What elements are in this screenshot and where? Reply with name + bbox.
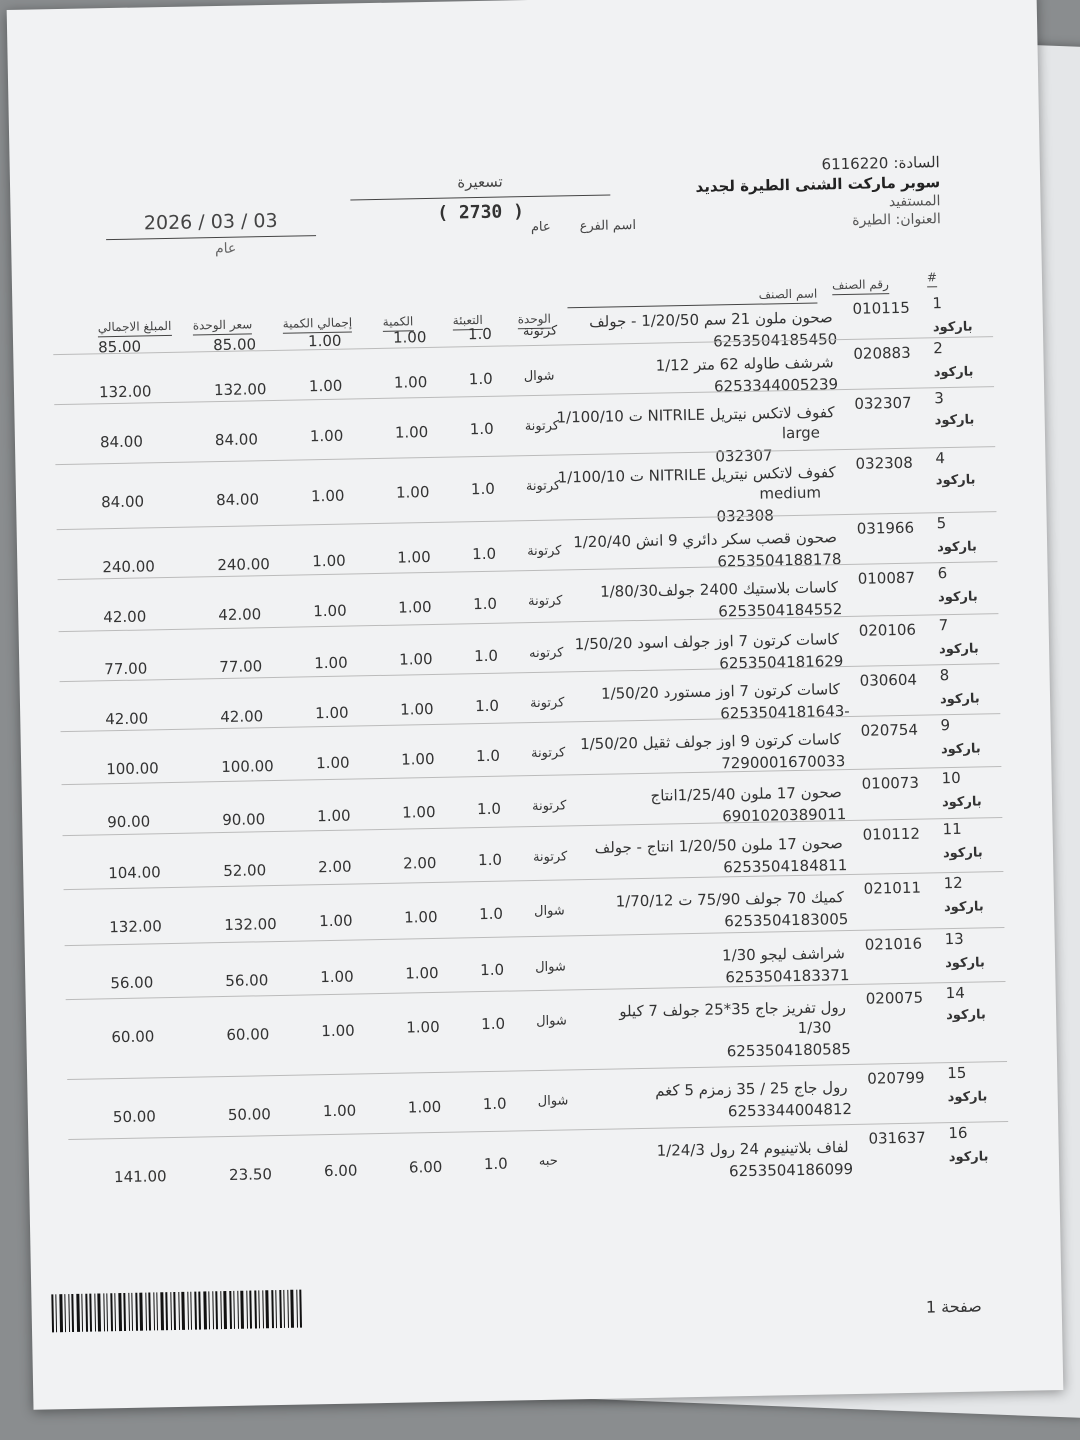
item-quantity: 1.00 [400,749,435,769]
beneficiary-label: المستفيد [888,193,941,211]
item-unit-price: 240.00 [217,555,271,575]
item-code: 032308 [855,453,913,473]
item-total-amount: 90.00 [107,812,151,832]
item-unit: شوال [534,959,566,976]
item-name: كاسات بلاستيك 2400 جولف1/80/30 [599,578,839,601]
date-sub: عام [214,240,237,258]
item-total-amount: 132.00 [109,917,162,937]
barcode-label: باركود [943,899,984,916]
barcode-label: باركود [941,794,982,811]
customer-name: سوبر ماركت الشنى الطيرة لجديد [695,173,941,196]
item-quantity: 6.00 [408,1157,443,1177]
item-quantity: 1.00 [399,699,434,719]
item-name-line2: large [781,423,821,443]
item-code: 020075 [865,988,924,1008]
item-quantity: 1.00 [394,423,429,442]
barcode-label: باركود [948,1149,989,1166]
invoice-sheet [7,0,1064,1410]
item-quantity: 1.00 [401,802,436,822]
item-barcode: 6253504186099 [728,1159,854,1181]
item-name: كفوف لاتكس نيتريل NITRILE ت 1/100/10 [556,403,835,427]
item-code: 021016 [864,934,923,954]
col-item-name: اسم الصنف [567,287,817,309]
item-quantity: 1.00 [393,373,428,392]
item-packing: 1.0 [472,594,498,614]
col-unit-price: سعر الوحدة [193,317,253,335]
row-index: 6 [937,564,948,583]
document-title-block [350,170,611,225]
item-packing: 1.0 [470,479,495,499]
item-barcode: 6253504188178 [717,550,842,571]
item-barcode: 6253504181643- [720,701,850,723]
item-code: 031966 [856,518,915,538]
item-total-quantity: 1.00 [320,967,354,987]
item-unit-price: 52.00 [223,861,267,881]
item-total-quantity: 6.00 [323,1161,358,1181]
date-block [106,209,317,259]
item-unit: كرتونة [522,323,558,340]
page-number: صفحة 1 [925,1296,982,1317]
row-index: 4 [935,449,946,468]
item-barcode: 6253504183371 [725,966,850,987]
item-total-amount: 141.00 [113,1167,167,1187]
item-quantity: 1.00 [392,328,427,347]
branch-block [531,218,636,235]
item-unit-price: 42.00 [218,605,262,625]
item-barcode: 7290001670033 [721,752,846,773]
item-packing: 1.0 [480,960,505,980]
barcode-label: باركود [932,319,973,336]
row-index: 5 [936,514,947,533]
item-name-line2: medium [759,483,822,503]
barcode-label: باركود [937,539,977,556]
item-total-amount: 104.00 [108,863,161,883]
document-number: ( 2730 ) [437,201,525,224]
item-packing: 1.0 [475,746,501,766]
item-total-quantity: 1.00 [315,703,349,723]
item-name: صحون قصب سكر دائري 9 انش 1/20/40 [573,528,838,552]
item-unit: شوال [537,1093,569,1110]
item-unit: شوال [523,368,555,385]
item-barcode: 6253504183005 [724,910,849,931]
item-name: كاسات كرتون 7 اوز مستورد 1/50/20 [600,680,841,703]
col-quantity: الكمية [383,314,414,332]
item-quantity: 1.00 [398,597,432,617]
item-unit: كرتونة [524,418,560,435]
row-index: 14 [945,983,965,1003]
item-code: 020754 [860,720,919,740]
item-quantity: 1.00 [405,963,439,983]
item-packing: 1.0 [482,1094,507,1114]
item-packing: 1.0 [469,419,494,439]
row-index: 15 [947,1063,967,1083]
item-packing: 1.0 [476,799,502,819]
item-unit: شوال [536,1013,567,1030]
item-unit-price: 56.00 [225,971,269,990]
barcode-label: باركود [934,412,975,429]
item-unit-price: 132.00 [213,380,267,400]
item-name: شراشف ليجو 1/30 [721,944,846,965]
item-code: 031637 [868,1128,926,1148]
item-packing: 1.0 [474,696,500,716]
item-total-amount: 50.00 [112,1107,157,1127]
item-unit-price: 85.00 [212,335,257,355]
item-unit-price: 100.00 [221,757,274,777]
item-code: 030604 [859,670,918,690]
item-barcode: 6253344004812 [727,1099,853,1121]
item-quantity: 1.00 [397,547,431,567]
item-unit: كرتونة [530,745,566,762]
item-unit: كرتونة [532,849,568,866]
item-unit: حبه [538,1153,558,1170]
item-barcode: 6253504181629 [719,652,844,673]
branch-label: اسم الفرع [579,217,637,235]
item-code: 010112 [862,824,921,844]
item-unit-price: 84.00 [215,490,260,510]
item-name: صحون 17 ملون 1/25/40انتاج [650,783,842,805]
col-total-amount: المبلغ الاجمالي [98,319,172,337]
item-packing: 1.0 [483,1154,508,1174]
sada-label: السادة: [893,153,940,173]
barcode-label: باركود [945,1007,986,1024]
item-total-amount: 77.00 [104,659,148,679]
item-quantity: 1.00 [403,907,438,927]
col-unit: الوحدة [518,312,552,330]
item-barcode: 032308 [716,506,774,526]
item-total-amount: 56.00 [110,973,154,993]
item-total-amount: 42.00 [103,607,147,627]
item-unit: كرتونة [531,798,567,815]
item-unit: كرتونة [527,543,562,560]
barcode-label: باركود [933,364,974,381]
row-index: 8 [939,666,950,685]
customer-code: 6116220 [821,154,889,174]
item-unit-price: 90.00 [222,810,266,830]
customer-block [695,152,941,232]
item-total-quantity: 1.00 [317,806,351,826]
item-unit: كرتونة [525,478,561,495]
item-total-quantity: 1.00 [307,331,342,351]
item-total-quantity: 2.00 [317,857,352,877]
item-total-quantity: 1.00 [308,376,343,396]
item-quantity: 1.00 [399,649,433,669]
item-total-quantity: 1.00 [314,653,348,673]
item-total-amount: 85.00 [97,337,142,357]
item-name: كاسات كرتون 7 اوز جولف اسود 1/50/20 [574,630,840,654]
item-unit-price: 23.50 [228,1165,273,1184]
item-total-quantity: 1.00 [313,601,347,621]
item-total-quantity: 1.00 [322,1101,357,1121]
col-item-code: رقم الصنف [832,277,889,295]
row-index: 3 [934,389,944,408]
item-name: رول جاج 25 / 35 زمزم 5 كغم [655,1078,848,1100]
item-name-line2: 1/30 [797,1018,832,1038]
item-packing: 1.0 [477,850,503,870]
barcode-label: باركود [939,691,980,708]
row-index: 10 [941,768,961,788]
item-unit-price: 77.00 [219,657,263,677]
row-index: 9 [940,716,951,735]
item-name: كاسات كرتون 9 اوز جولف ثقيل 1/50/20 [579,730,841,754]
item-code: 021011 [863,878,922,898]
document-date: 2026 / 03 / 03 [143,209,278,235]
item-code: 010115 [852,298,910,318]
item-unit-price: 60.00 [226,1025,270,1044]
item-unit-price: 50.00 [227,1105,272,1124]
item-total-amount: 132.00 [98,382,152,402]
barcode-label: باركود [940,741,981,758]
item-total-amount: 240.00 [102,557,156,577]
row-index: 12 [943,873,963,893]
item-packing: 1.0 [468,369,493,389]
item-total-quantity: 1.00 [310,486,345,506]
item-total-amount: 60.00 [111,1027,155,1047]
address-label: العنوان: [895,211,941,228]
item-code: 020799 [867,1068,925,1088]
row-index: 16 [948,1123,968,1143]
col-packing: التعبئة [453,313,483,331]
barcode-label: باركود [935,472,976,489]
item-barcode: 6253504184552 [718,600,843,621]
item-total-quantity: 1.00 [319,911,353,931]
barcode-label: باركود [942,845,983,862]
barcode-label: باركود [937,589,978,606]
item-total-quantity: 1.00 [312,551,346,571]
item-barcode: 6253504180585 [726,1040,852,1061]
address-value: الطيرة [852,212,892,229]
item-packing: 1.0 [467,324,492,344]
item-packing: 1.0 [478,904,504,924]
item-quantity: 1.00 [395,482,430,502]
item-total-amount: 84.00 [99,432,144,452]
barcode-label: باركود [947,1089,988,1106]
item-code: 020106 [858,620,917,640]
item-unit: كرتونة [529,695,565,712]
item-name: رول تفريز جاج 35*25 جولف 7 كيلو [619,998,847,1021]
barcode-label: باركود [944,955,985,972]
item-packing: 1.0 [481,1014,506,1034]
item-unit: كرتونة [527,593,563,610]
barcode-label: باركود [938,641,979,658]
document-title: تسعيرة [457,172,503,192]
item-barcode: 032307 [715,446,773,466]
item-unit: شوال [533,903,565,920]
col-index: # [927,270,937,287]
item-name: شرشف طاوله 62 متر 1/12 [655,353,834,375]
row-index: 11 [942,819,962,839]
item-barcode: 6253504185450 [712,330,838,351]
item-unit-price: 132.00 [224,915,277,935]
item-total-amount: 100.00 [106,759,159,779]
item-barcode: 6253504184811 [723,856,848,877]
item-total-amount: 42.00 [105,709,149,729]
item-packing: 1.0 [473,646,499,666]
item-name: لفاف بلاتينيوم 24 رول 1/24/3 [656,1138,849,1160]
item-unit-price: 42.00 [220,707,264,727]
item-name: كميك 70 جولف 75/90 ت 1/70/12 [615,888,845,911]
col-total-quantity: إجمالي الكمية [283,315,353,333]
item-total-quantity: 1.00 [309,426,344,446]
item-quantity: 1.00 [406,1017,440,1037]
item-code: 020883 [853,343,911,363]
item-quantity: 2.00 [402,853,437,873]
item-unit: كرتونه [528,645,564,662]
item-name: صحون 17 ملون 1/20/50 انتاج - جولف [594,834,843,857]
item-barcode: 6901020389011 [722,805,847,826]
item-name: كفوف لاتكس نيتريل NITRILE ت 1/100/10 [557,463,836,487]
item-barcode: 6253344005239 [713,375,839,396]
item-name: صحون ملون 21 سم 1/20/50 - جولف [588,308,833,331]
item-code: 010073 [861,773,920,793]
item-unit-price: 84.00 [214,430,259,450]
item-code: 032307 [854,393,912,413]
item-total-amount: 84.00 [100,492,145,512]
item-code: 010087 [857,568,916,588]
item-packing: 1.0 [472,544,497,564]
row-index: 2 [933,339,944,358]
item-total-quantity: 1.00 [316,753,350,773]
row-index: 1 [932,294,943,313]
branch-value: عام [530,219,551,235]
item-quantity: 1.00 [407,1097,442,1117]
row-index: 7 [938,616,949,635]
item-total-quantity: 1.00 [321,1021,355,1041]
footer-barcode [51,1289,347,1333]
row-index: 13 [944,929,964,949]
